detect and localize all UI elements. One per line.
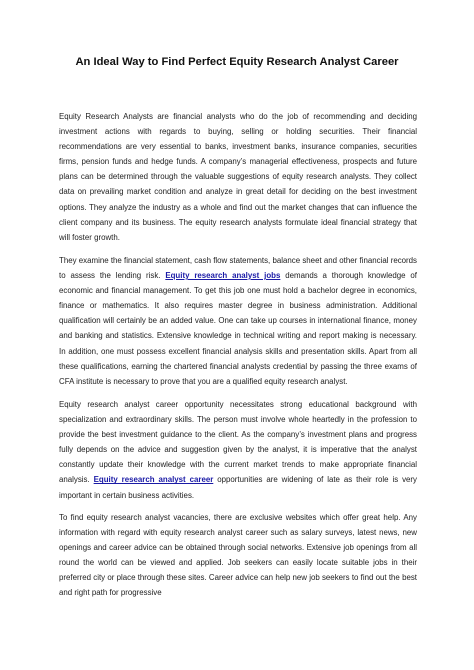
paragraph-text: They examine the financial statement, cash flow statements, balance sheet and other financial records to assess the lending risk.: [59, 256, 417, 281]
paragraph-text: demands a thorough knowledge of economic and financial management. To get this job one must hold a bachelor degree in economics, finance or mathematics. It also requires master degree in business administration. Additional qualification will certainly be an added value. One can take up courses in international finance, money and banking and statistics. Extensive knowledge in technical writing and report making is necessary. In addition, one must possess excellent financial analysis skills and presentation skills. Apart from all these qualifications, earning the chartered financial analysts credential by passing the three exams of CFA institute is necessary to prove that you are a qualified equity research analyst.: [59, 271, 417, 386]
paragraph-career-opportunity: [59, 397, 417, 503]
paragraph-text: Equity research analyst career opportunity necessitates strong educational background with specialization and extraordinary skills. The person must involve whole heartedly in the profession to provide the best investment guidance to the client. As the company’s investment plans and progress fully depends on the advice and suggestion given by the analyst, it is imperative that the analyst constantly update their knowledge with the current market trends to make appropriate financial analysis.: [59, 400, 417, 485]
paragraph-text: opportunities are widening of late as their role is very important in certain business activities.: [59, 475, 417, 500]
document-title: An Ideal Way to Find Perfect Equity Research Analyst Career: [75, 56, 399, 68]
equity-research-analyst-jobs-link[interactable]: Equity research analyst jobs: [165, 271, 281, 281]
paragraph-intro: Equity Research Analysts are financial analysts who do the job of recommending and deciding investment actions with regards to buying, selling or holding securities. Their financial recommendations are very essential to banks, investment banks, insurance companies, securities firms, pension funds and hedge funds. A company’s managerial effectiveness, prospects and future plans can be determined through the valuable suggestions of equity research analysts. They collect data on prevailing market condition and analyze in great detail for deciding on the best investment options. They analyze the industry as a whole and find out the market changes that can influence the client company and its business. The equity research analysts formulate ideal financial strategy that will foster growth.: [59, 112, 417, 242]
equity-research-analyst-career-link[interactable]: Equity research analyst career: [93, 475, 214, 485]
paragraph-qualifications: [59, 253, 417, 389]
paragraph-vacancies: To find equity research analyst vacancies, there are exclusive websites which offer great help. Any information with regard with equity research analyst career such as salary surveys, latest news, new openings and career advice can be obtained through social networks. Extensive job openings from all round the world can be viewed and applied. Job seekers can easily locate suitable jobs in their preferred city or place through these sites. Career advice can help new job seekers to find out the best and right path for progressive: [59, 513, 417, 598]
